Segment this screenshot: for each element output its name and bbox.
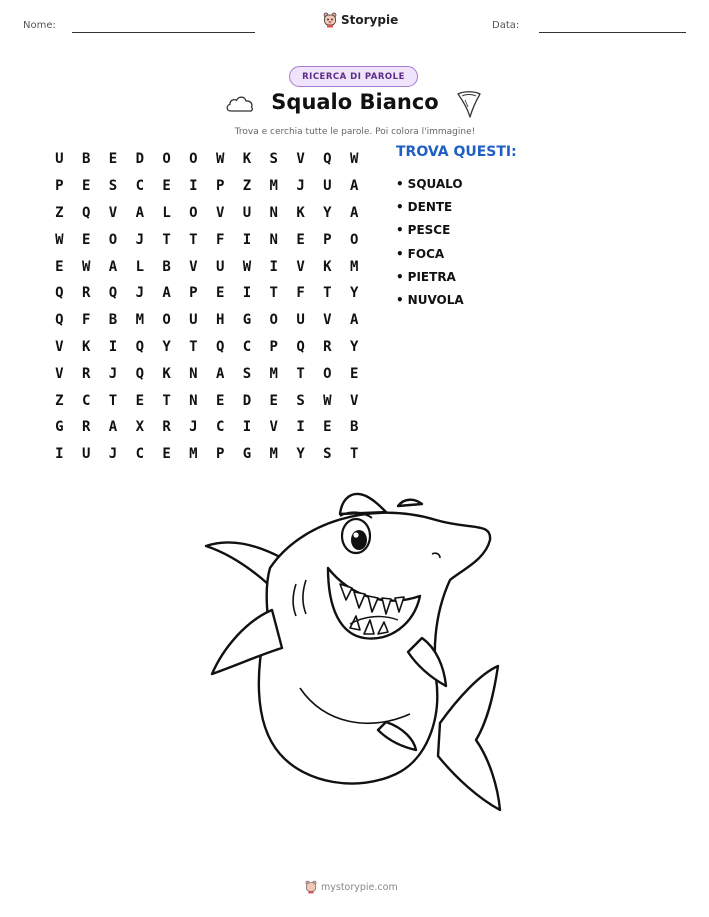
grid-letter[interactable]: E <box>215 392 225 409</box>
word-list <box>396 172 464 312</box>
grid-letter[interactable]: V <box>269 419 278 436</box>
grid-letter[interactable]: O <box>323 365 332 382</box>
grid-letter[interactable]: E <box>81 231 91 248</box>
grid-letter[interactable]: K <box>81 338 91 355</box>
grid-letter[interactable]: Q <box>215 338 225 355</box>
grid-letter[interactable]: Y <box>323 204 332 221</box>
footer <box>305 880 398 894</box>
grid-letter[interactable]: K <box>242 151 252 168</box>
grid-letter[interactable]: G <box>55 419 64 436</box>
grid-letter[interactable]: V <box>296 151 305 168</box>
grid-row <box>46 414 368 441</box>
grid-letter[interactable]: L <box>162 204 171 221</box>
grid-letter[interactable]: E <box>135 392 144 409</box>
grid-letter[interactable]: E <box>269 392 278 409</box>
page-title: Squalo Bianco <box>271 90 439 114</box>
grid-letter[interactable]: N <box>269 231 278 248</box>
grid-letter[interactable]: U <box>242 204 252 221</box>
grid-letter[interactable]: T <box>296 365 305 382</box>
grid-letter[interactable]: Q <box>108 285 118 302</box>
grid-letter[interactable]: M <box>189 446 198 463</box>
grid-letter[interactable]: W <box>81 258 91 275</box>
name-label: Nome: <box>23 20 56 31</box>
grid-letter[interactable]: M <box>269 178 278 195</box>
grid-letter[interactable]: T <box>189 231 198 248</box>
grid-row <box>46 307 368 334</box>
grid-letter[interactable]: R <box>162 419 171 436</box>
grid-letter[interactable]: W <box>55 231 64 248</box>
grid-letter[interactable]: P <box>323 231 332 248</box>
grid-letter[interactable]: V <box>55 338 64 355</box>
grid-letter[interactable]: V <box>215 204 225 221</box>
grid-letter[interactable]: C <box>242 338 252 355</box>
grid-letter[interactable]: C <box>81 392 91 409</box>
grid-letter[interactable]: V <box>108 204 118 221</box>
grid-letter[interactable]: J <box>108 446 118 463</box>
grid-letter[interactable]: Z <box>242 178 252 195</box>
grid-letter[interactable]: O <box>108 231 118 248</box>
grid-letter[interactable]: O <box>349 231 359 248</box>
grid-letter[interactable]: E <box>162 446 171 463</box>
shark-illustration <box>200 488 510 818</box>
grid-row <box>46 226 368 253</box>
grid-letter[interactable]: M <box>269 365 278 382</box>
shark-tooth-icon <box>455 89 483 119</box>
grid-letter[interactable]: A <box>162 285 171 302</box>
grid-letter[interactable]: P <box>189 285 198 302</box>
grid-letter[interactable]: P <box>55 178 64 195</box>
grid-letter[interactable]: V <box>296 258 305 275</box>
footer-url: mystorypie.com <box>321 881 398 893</box>
grid-letter[interactable]: Y <box>162 338 171 355</box>
grid-letter[interactable]: V <box>189 258 198 275</box>
grid-letter[interactable]: E <box>81 178 91 195</box>
grid-letter[interactable]: T <box>189 338 198 355</box>
storypie-logo-icon <box>323 12 337 28</box>
date-field-line[interactable] <box>539 32 686 33</box>
grid-letter[interactable]: Q <box>55 312 64 329</box>
grid-letter[interactable]: R <box>81 285 91 302</box>
grid-letter[interactable]: J <box>135 285 144 302</box>
grid-letter[interactable]: S <box>323 446 332 463</box>
grid-letter[interactable]: O <box>162 151 171 168</box>
grid-letter[interactable]: C <box>135 178 144 195</box>
word-item: • SQUALO <box>396 172 464 195</box>
grid-letter[interactable]: I <box>269 258 278 275</box>
grid-letter[interactable]: Q <box>55 285 64 302</box>
grid-letter[interactable]: G <box>242 312 252 329</box>
grid-letter[interactable]: O <box>189 151 198 168</box>
grid-letter[interactable]: A <box>108 419 118 436</box>
grid-letter[interactable]: J <box>296 178 305 195</box>
grid-letter[interactable]: M <box>349 258 359 275</box>
grid-letter[interactable]: U <box>55 151 64 168</box>
grid-letter[interactable]: J <box>135 231 144 248</box>
grid-letter[interactable]: B <box>349 419 359 436</box>
grid-letter[interactable]: C <box>215 419 225 436</box>
grid-row <box>46 146 368 173</box>
grid-letter[interactable]: N <box>189 365 198 382</box>
grid-letter[interactable]: V <box>323 312 332 329</box>
grid-letter[interactable]: U <box>323 178 332 195</box>
grid-letter[interactable]: T <box>162 392 171 409</box>
grid-letter[interactable]: A <box>349 312 359 329</box>
word-item: • NUVOLA <box>396 288 464 311</box>
grid-letter[interactable]: Q <box>323 151 332 168</box>
grid-letter[interactable]: V <box>55 365 64 382</box>
grid-letter[interactable]: T <box>269 285 278 302</box>
grid-letter[interactable]: F <box>81 312 91 329</box>
category-badge: RICERCA DI PAROLE <box>289 66 418 87</box>
grid-letter[interactable]: Q <box>135 338 144 355</box>
grid-row <box>46 334 368 361</box>
grid-letter[interactable]: U <box>189 312 198 329</box>
storypie-logo <box>323 12 398 28</box>
grid-letter[interactable]: A <box>215 365 225 382</box>
word-item: • FOCA <box>396 242 464 265</box>
grid-row <box>46 200 368 227</box>
grid-letter[interactable]: D <box>242 392 252 409</box>
grid-letter[interactable]: T <box>162 231 171 248</box>
grid-letter[interactable]: T <box>349 446 359 463</box>
grid-letter[interactable]: F <box>215 231 225 248</box>
grid-letter[interactable]: T <box>108 392 118 409</box>
grid-row <box>46 360 368 387</box>
grid-letter[interactable]: U <box>81 446 91 463</box>
name-field-line[interactable] <box>72 32 255 33</box>
grid-letter[interactable]: E <box>162 178 171 195</box>
word-item: • PESCE <box>396 219 464 242</box>
grid-letter[interactable]: A <box>349 204 359 221</box>
grid-letter[interactable]: W <box>215 151 225 168</box>
grid-letter[interactable]: O <box>162 312 171 329</box>
grid-letter[interactable]: I <box>242 231 252 248</box>
grid-letter[interactable]: A <box>349 178 359 195</box>
grid-row <box>46 387 368 414</box>
grid-letter[interactable]: E <box>323 419 332 436</box>
grid-letter[interactable]: I <box>189 178 198 195</box>
grid-letter[interactable]: F <box>296 285 305 302</box>
grid-letter[interactable]: E <box>296 231 305 248</box>
word-item: • PIETRA <box>396 265 464 288</box>
grid-letter[interactable]: R <box>81 365 91 382</box>
cloud-icon <box>225 94 255 114</box>
grid-letter[interactable]: Z <box>55 204 64 221</box>
brand-name: Storypie <box>341 13 399 27</box>
grid-row <box>46 253 368 280</box>
grid-letter[interactable]: A <box>135 204 144 221</box>
grid-letter[interactable]: L <box>135 258 144 275</box>
grid-letter[interactable]: J <box>189 419 198 436</box>
grid-letter[interactable]: T <box>323 285 332 302</box>
grid-letter[interactable]: B <box>81 151 91 168</box>
grid-letter[interactable]: O <box>189 204 198 221</box>
grid-letter[interactable]: O <box>269 312 278 329</box>
grid-letter[interactable]: E <box>108 151 118 168</box>
grid-letter[interactable]: I <box>296 419 305 436</box>
grid-letter[interactable]: W <box>349 151 359 168</box>
grid-row <box>46 280 368 307</box>
grid-letter[interactable]: I <box>242 285 252 302</box>
grid-letter[interactable]: N <box>269 204 278 221</box>
grid-letter[interactable]: N <box>189 392 198 409</box>
grid-letter[interactable]: B <box>162 258 171 275</box>
grid-letter[interactable]: I <box>55 446 64 463</box>
grid-letter[interactable]: I <box>242 419 252 436</box>
grid-letter[interactable]: Z <box>55 392 64 409</box>
grid-letter[interactable]: W <box>323 392 332 409</box>
grid-letter[interactable]: U <box>296 312 305 329</box>
word-search-grid <box>46 146 368 468</box>
grid-letter[interactable]: D <box>135 151 144 168</box>
grid-letter[interactable]: E <box>215 285 225 302</box>
grid-letter[interactable]: R <box>323 338 332 355</box>
grid-letter[interactable]: A <box>108 258 118 275</box>
grid-letter[interactable]: B <box>108 312 118 329</box>
grid-letter[interactable]: Y <box>296 446 305 463</box>
grid-row <box>46 441 368 468</box>
grid-letter[interactable]: I <box>108 338 118 355</box>
grid-letter[interactable]: K <box>162 365 171 382</box>
grid-letter[interactable]: V <box>349 392 359 409</box>
word-list-title: TROVA QUESTI: <box>396 144 517 160</box>
grid-letter[interactable]: Q <box>81 204 91 221</box>
grid-letter[interactable]: J <box>108 365 118 382</box>
grid-letter[interactable]: P <box>215 446 225 463</box>
grid-letter[interactable]: S <box>242 365 252 382</box>
grid-letter[interactable]: M <box>135 312 144 329</box>
grid-letter[interactable]: S <box>269 151 278 168</box>
grid-letter[interactable]: M <box>269 446 278 463</box>
grid-letter[interactable]: K <box>323 258 332 275</box>
grid-letter[interactable]: R <box>81 419 91 436</box>
grid-letter[interactable]: Q <box>296 338 305 355</box>
grid-letter[interactable]: C <box>135 446 144 463</box>
instructions: Trova e cerchia tutte le parole. Poi colora l'immagine! <box>234 127 476 137</box>
grid-letter[interactable]: Q <box>135 365 144 382</box>
grid-row <box>46 173 368 200</box>
grid-letter[interactable]: U <box>215 258 225 275</box>
grid-letter[interactable]: W <box>242 258 252 275</box>
storypie-footer-icon <box>305 880 317 894</box>
grid-letter[interactable]: Y <box>349 285 359 302</box>
grid-letter[interactable]: P <box>215 178 225 195</box>
grid-letter[interactable]: P <box>269 338 278 355</box>
grid-letter[interactable]: Y <box>349 338 359 355</box>
grid-letter[interactable]: S <box>108 178 118 195</box>
grid-letter[interactable]: K <box>296 204 305 221</box>
grid-letter[interactable]: X <box>135 419 144 436</box>
grid-letter[interactable]: E <box>349 365 359 382</box>
grid-letter[interactable]: S <box>296 392 305 409</box>
grid-letter[interactable]: H <box>215 312 225 329</box>
word-item: • DENTE <box>396 195 464 218</box>
date-label: Data: <box>492 20 520 31</box>
grid-letter[interactable]: E <box>55 258 64 275</box>
grid-letter[interactable]: G <box>242 446 252 463</box>
